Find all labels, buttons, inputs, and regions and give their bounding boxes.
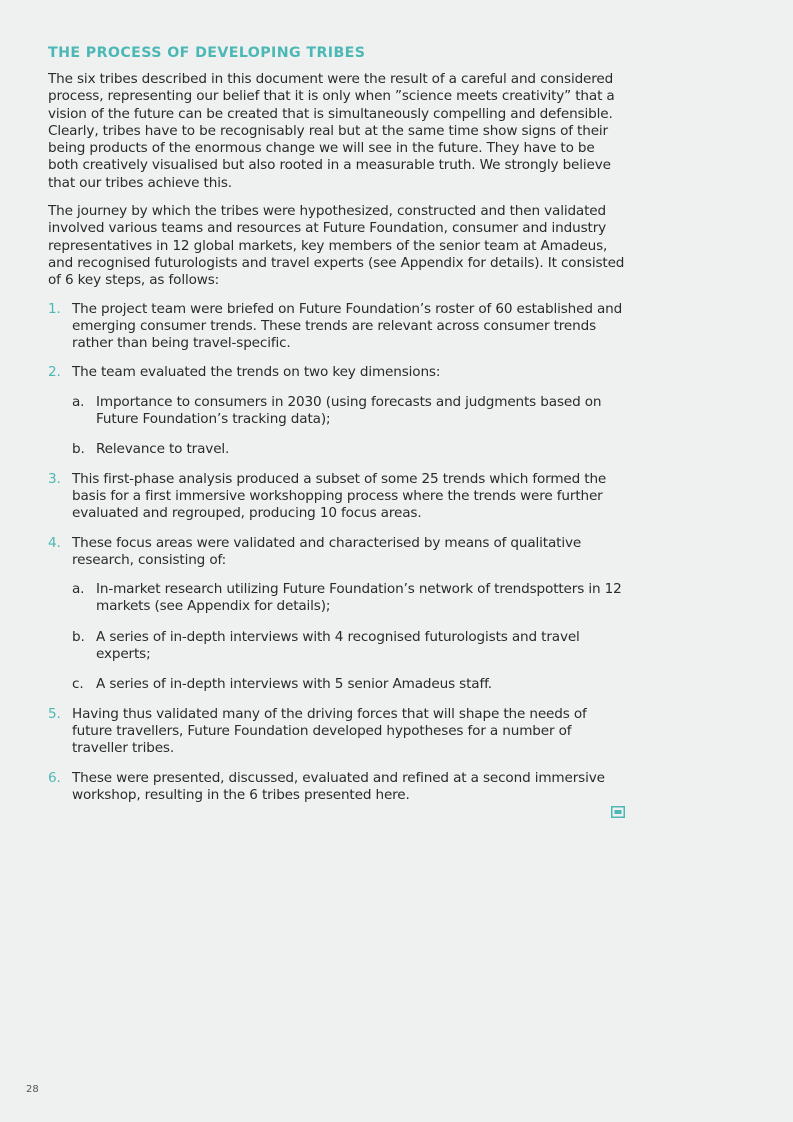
step-number: 4.: [48, 534, 61, 551]
sub-letter: a.: [72, 581, 85, 598]
end-of-section-square-icon: [611, 806, 625, 818]
sub-item: [72, 581, 628, 616]
step-number: 3.: [48, 470, 61, 487]
step-text: This first-phase analysis produced a subset of some 25 trends which formed the basis for a first immersive workshopping process where the trends were further evaluated and regrouped, producing 10 focus areas.: [72, 470, 607, 522]
step-number: 6.: [48, 769, 61, 786]
step-item: [48, 364, 628, 458]
sub-letter: b.: [72, 441, 85, 458]
step-item: [48, 706, 628, 758]
sub-text: A series of in-depth interviews with 5 senior Amadeus staff.: [96, 676, 492, 693]
sub-item: [72, 441, 628, 458]
step-text: The project team were briefed on Future Foundation’s roster of 60 established and emerging consumer trends. These trends are relevant across consumer trends rather than being travel-specific.: [72, 300, 623, 352]
step-text: These were presented, discussed, evaluated and refined at a second immersive workshop, resulting in the 6 tribes presented here.: [72, 769, 605, 803]
sub-item: [72, 676, 628, 693]
sub-item: [72, 394, 628, 429]
section-heading: THE PROCESS OF DEVELOPING TRIBES: [48, 45, 366, 61]
step-number: 2.: [48, 364, 61, 381]
step-item: [48, 301, 628, 353]
sub-letter: b.: [72, 628, 85, 645]
step-item: [48, 535, 628, 694]
step-text: The team evaluated the trends on two key dimensions:: [72, 364, 441, 381]
intro-paragraph: The six tribes described in this document were the result of a careful and considered process, representing our belief that it is only when ”science meets creativity” that a vision of the future can be created that is simultaneously compelling and defensible. Clearly, tribes have to be recognisably real but at the same time show signs of their being products of the enormous change we will see in the future. They have to be both creatively visualised but also rooted in a measurable truth. We strongly believe that our tribes achieve this.: [48, 71, 615, 191]
sub-text: In-market research utilizing Future Foundation’s network of trendspotters in 12 markets (see Appendix for details);: [96, 581, 622, 615]
sub-text: Relevance to travel.: [96, 441, 230, 458]
step-text: Having thus validated many of the driving forces that will shape the needs of future travellers, Future Foundation developed hypotheses for a number of traveller tribes.: [72, 705, 587, 757]
step-number: 1.: [48, 300, 61, 317]
step-number: 5.: [48, 705, 61, 722]
step-text: These focus areas were validated and characterised by means of qualitative research, consisting of:: [72, 534, 582, 568]
page-number: 28: [26, 1084, 39, 1095]
step-item: [48, 770, 628, 805]
sub-list: [72, 581, 628, 693]
sub-letter: c.: [72, 676, 84, 693]
sub-item: [72, 629, 628, 664]
sub-letter: a.: [72, 393, 85, 410]
step-item: [48, 471, 628, 523]
steps-list: [48, 301, 628, 805]
sub-text: Importance to consumers in 2030 (using forecasts and judgments based on Future Foundation’s tracking data);: [96, 393, 602, 428]
article: [48, 44, 628, 816]
journey-paragraph: The journey by which the tribes were hypothesized, constructed and then validated involved various teams and resources at Future Foundation, consumer and industry representatives in 12 global markets, key members of the senior team at Amadeus, and recognised futurologists and travel experts (see Appendix for details). It consisted of 6 key steps, as follows:: [48, 203, 625, 289]
sub-text: A series of in-depth interviews with 4 recognised futurologists and travel experts;: [96, 628, 580, 663]
sub-list: [72, 394, 628, 459]
